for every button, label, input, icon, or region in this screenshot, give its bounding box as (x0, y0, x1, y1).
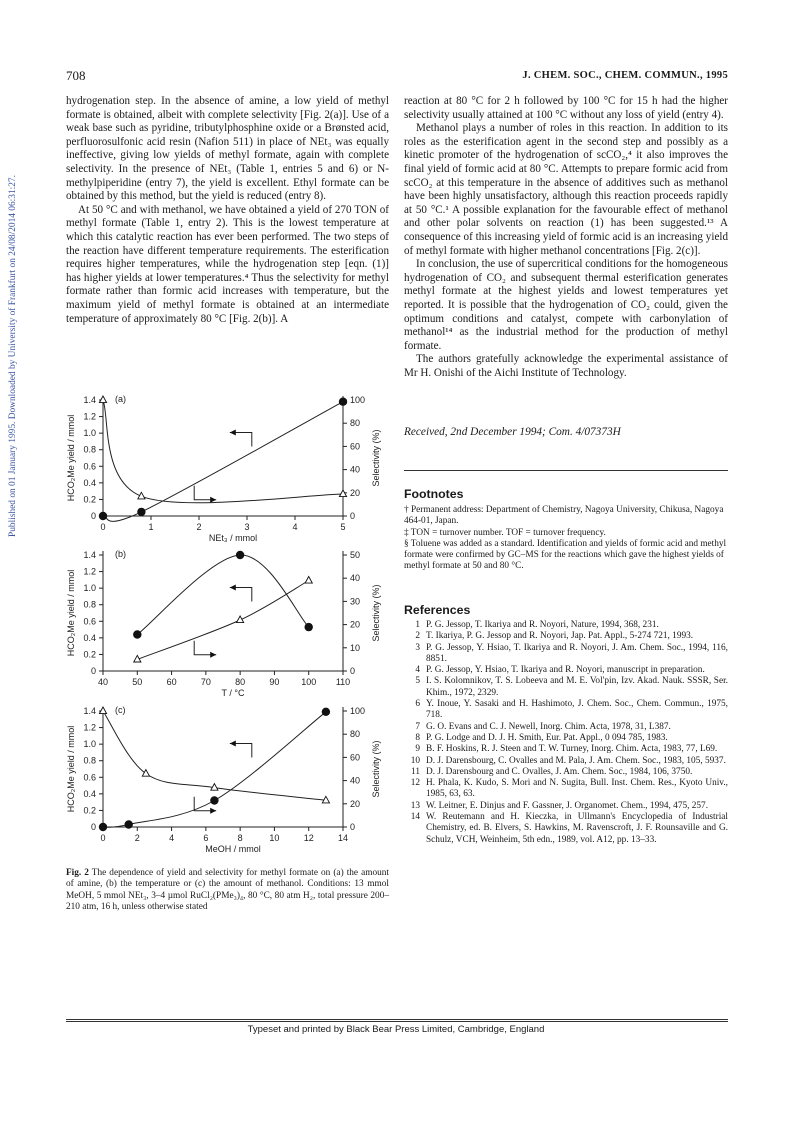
x-tick-label: 2 (196, 522, 202, 532)
y2-tick-label: 60 (350, 752, 361, 763)
y-axis-label: HCO₂Me yield / mmol (66, 569, 76, 657)
reference-number: 2 (415, 631, 420, 642)
arrow-head (210, 497, 216, 503)
reference-item (404, 722, 728, 733)
right-paragraph-3: In conclusion, the use of supercritical conditions for the homogeneous hydrogenation of CO₂ and subsequent thermal esterification generates methyl formate at the highest yields and lowest temperatures yet reported. It is possible that the hydrogenation of CO₂ could, given the optimum conditions and catalyst, compete with carbonylation of methanol¹⁴ as the industrial method for the production of methyl formate. (404, 258, 728, 352)
x-tick-label: 100 (301, 677, 317, 687)
x-tick-label: 12 (303, 833, 314, 843)
arrow-head (230, 429, 236, 435)
y-tick-label: 1.0 (83, 583, 96, 594)
reference-text: H. Phala, K. Kudo, S. Mori and N. Sugita, Bull. Inst. Chem. Res., Kyoto Univ., 1985, 63, 63. (426, 778, 728, 800)
reference-number: 1 (415, 620, 420, 630)
x-axis-label: NEt₃ / mmol (208, 533, 258, 543)
bottom-rule-2 (66, 1021, 728, 1022)
y2-tick-label: 0 (350, 822, 356, 832)
y-tick-label: 0.2 (83, 494, 96, 505)
reference-item (404, 676, 728, 699)
reference-item (404, 665, 728, 676)
y-tick-label: 0.4 (83, 788, 96, 799)
reference-item (404, 733, 728, 744)
reference-number: 14 (410, 812, 420, 823)
y2-tick-label: 60 (350, 441, 361, 452)
reference-number: 6 (415, 699, 420, 710)
y2-tick-label: 10 (350, 642, 361, 653)
reference-text: D. J. Darensbourg, C. Ovalles and M. Pala, J. Am. Chem. Soc., 1983, 105, 5937. (426, 755, 726, 766)
y2-tick-label: 100 (350, 706, 366, 716)
x-tick-label: 80 (235, 677, 246, 687)
footnote-item: ‡ TON = turnover number. TOF = turnover frequency. (404, 527, 606, 538)
panel-a (66, 394, 381, 543)
x-axis-label: T / °C (221, 688, 245, 698)
bottom-rule (66, 1019, 728, 1020)
right-axis-arrow (194, 486, 216, 500)
reference-text: T. Ikariya, P. G. Jessop and R. Noyori, Jap. Pat. Appl., 5-274 721, 1993. (426, 631, 694, 642)
arrow-head (230, 584, 236, 590)
y-tick-label: 1.0 (83, 428, 96, 439)
reference-number: 11 (411, 766, 420, 777)
y-tick-label: 1.0 (83, 739, 96, 750)
x-tick-label: 10 (269, 833, 280, 843)
y2-tick-label: 20 (350, 798, 361, 809)
y2-tick-label: 100 (350, 395, 366, 405)
x-tick-label: 14 (337, 833, 349, 843)
sidebar-text[interactable]: Published on 01 January 1995. Downloaded by University of Frankfurt on 24/08/2014 06:31:27. (8, 175, 18, 537)
y2-tick-label: 30 (350, 596, 361, 607)
reference-item (404, 778, 728, 801)
data-point (210, 796, 218, 804)
reference-text: B. F. Hoskins, R. J. Steen and T. W. Turney, Inorg. Chim. Acta, 1983, 77, L69. (426, 744, 718, 755)
x-tick-label: 0 (100, 833, 106, 843)
reference-number: 13 (410, 800, 420, 811)
panel-label: (c) (115, 705, 126, 715)
x-tick-label: 1 (148, 522, 154, 532)
x-tick-label: 4 (292, 522, 298, 532)
y2-axis-label: Selectivity (%) (371, 740, 381, 798)
data-point (99, 396, 106, 403)
y-tick-label: 1.4 (83, 550, 96, 560)
arrow-head (210, 808, 216, 814)
y-tick-label: 0.6 (83, 772, 96, 783)
references-heading: References (404, 603, 471, 617)
x-tick-label: 50 (132, 677, 143, 687)
y2-tick-label: 40 (350, 775, 361, 786)
right-paragraph-2: Methanol plays a number of roles in this reaction. In addition to its roles as the esterification agent in the second step and possibly as a kinetic promoter of the hydrogenation of scCO₂,⁴ it also improves the final yield of formic acid at 80 °C. Attempts to prepare formic acid from scCO₂ at this temperature in the absence of additives such as methanol have been highly unsatisfactory, although this reaction proceeds rapidly at 50 °C.¹ A possible explanation for the favourable effect of methanol and other polar solvents on reaction (1) has been suggested.¹³ A consequence of this increasing yield of formic acid is an increasing yield of methyl formate with higher methanol concentrations [Fig. 2(c)]. (404, 122, 728, 257)
caption-label: Fig. 2 (66, 868, 89, 878)
running-head: J. CHEM. SOC., CHEM. COMMUN., 1995 (522, 70, 728, 81)
y2-tick-label: 80 (350, 418, 361, 429)
data-point (305, 577, 312, 584)
panel-c (66, 705, 381, 854)
x-axis-label: MeOH / mmol (205, 844, 261, 854)
reference-number: 3 (415, 642, 420, 653)
reference-item (404, 620, 728, 631)
reference-text: P. G. Lodge and D. J. H. Smith, Eur. Pat. Appl., 0 094 785, 1983. (426, 732, 668, 743)
x-tick-label: 0 (100, 522, 106, 532)
x-tick-label: 5 (340, 522, 346, 532)
y-tick-label: 0.8 (83, 444, 96, 455)
y-tick-label: 1.2 (83, 411, 96, 422)
reference-text: I. S. Kolomnikov, T. S. Lobeeva and M. E. Vol'pin, Izv. Akad. Nauk. SSSR, Ser. Khim., 1972, 2329. (426, 676, 728, 698)
y-tick-label: 0.6 (83, 461, 96, 472)
reference-item (404, 631, 728, 642)
printer-footer: Typeset and printed by Black Bear Press Limited, Cambridge, England (247, 1024, 545, 1035)
y-tick-label: 1.2 (83, 722, 96, 733)
x-tick-label: 70 (200, 677, 211, 687)
x-tick-label: 110 (335, 677, 351, 687)
y-axis-label: HCO₂Me yield / mmol (66, 414, 76, 502)
reference-item (404, 699, 728, 722)
x-tick-label: 40 (97, 677, 109, 687)
y-tick-label: 0.4 (83, 477, 96, 488)
reference-number: 8 (415, 732, 420, 743)
arrow-head (230, 740, 236, 746)
y2-axis-label: Selectivity (%) (371, 429, 381, 487)
x-tick-label: 90 (269, 677, 280, 687)
y-tick-label: 1.4 (83, 706, 96, 716)
reference-item (404, 767, 728, 778)
left-axis-arrow (230, 743, 252, 757)
reference-number: 12 (410, 778, 420, 789)
y-tick-label: 0 (90, 666, 96, 676)
x-tick-label: 8 (237, 833, 243, 843)
reference-number: 10 (410, 755, 420, 766)
y2-tick-label: 80 (350, 729, 361, 740)
y-tick-label: 0.8 (83, 599, 96, 610)
right-paragraph-1: reaction at 80 °C for 2 h followed by 100 °C for 15 h had the higher selectivity usually attained at 100 °C without any loss of yield (entry 4). (404, 95, 728, 121)
panel-label: (b) (115, 549, 126, 559)
y-tick-label: 0 (90, 511, 96, 521)
data-point (133, 630, 141, 638)
reference-text: P. G. Jessop, Y. Hsiao, T. Ikariya and R. Noyori, manuscript in preparation. (426, 665, 705, 676)
data-point (322, 708, 330, 716)
y2-tick-label: 0 (350, 511, 356, 521)
reference-number: 5 (415, 676, 420, 687)
left-paragraph-2: At 50 °C and with methanol, we have obtained a yield of 270 TON of methyl formate (Table 1, entry 2). This is the lowest temperature at which this catalytic reaction has ever been performed. The two steps of the reaction have different temperature requirements. The esterification requires higher temperatures, while the hydrogenation step [eqn. (1)] has higher yields at lower temperatures.⁴ Thus the selectivity for methyl formate rather than formic acid increases with temperature, but the maximum yield of methyl formate is obtained at an intermediate temperature of approximately 80 °C [Fig. 2(b)]. A (66, 203, 389, 325)
reference-text: P. G. Jessop, T. Ikariya and R. Noyori, Nature, 1994, 368, 231. (426, 620, 659, 630)
panel-b (66, 549, 381, 698)
y-tick-label: 0.6 (83, 616, 96, 627)
reference-text: W. Reutemann and H. Kieczka, in Ullmann's Encyclopedia of Industrial Chemistry, ed. B. Elvers, S. Hawkins, M. Ravenscroft, J. F. Rounsaville and G. Schulz, VCH, Weinheim, 5th edn., 1989, vol. A12, pp. 13–33. (426, 812, 728, 845)
data-point (99, 512, 107, 520)
reference-item (404, 801, 728, 812)
data-point (236, 551, 244, 559)
reference-item (404, 744, 728, 755)
reference-item (404, 756, 728, 767)
data-point (305, 623, 313, 631)
x-tick-label: 60 (166, 677, 177, 687)
reference-text: Y. Inoue, Y. Sasaki and H. Hashimoto, J. Chem. Soc., Chem. Commun., 1975, 718. (426, 699, 728, 721)
footnote-item: † Permanent address: Department of Chemistry, Nagoya University, Chikusa, Nagoya 464-01, Japan. (404, 505, 724, 527)
footnotes-list (404, 505, 728, 573)
reference-text: W. Leitner, E. Dinjus and F. Gassner, J. Organomet. Chem., 1994, 475, 257. (426, 800, 709, 811)
left-axis-arrow (230, 587, 252, 601)
reference-number: 7 (415, 721, 420, 732)
reference-item (404, 812, 728, 846)
y-tick-label: 1.4 (83, 395, 96, 405)
x-tick-label: 2 (134, 833, 140, 843)
divider (404, 470, 728, 471)
right-axis-arrow (194, 641, 216, 655)
right-column (404, 95, 728, 380)
y2-tick-label: 20 (350, 487, 361, 498)
y2-axis-label: Selectivity (%) (371, 584, 381, 642)
series-line (103, 400, 343, 503)
y-tick-label: 0.2 (83, 805, 96, 816)
x-tick-label: 3 (244, 522, 250, 532)
left-paragraph-1: hydrogenation step. In the absence of amine, a low yield of methyl formate is obtained, albeit with complete selectivity [Fig. 2(a)]. Use of a weak base such as pyridine, tributylphosphine oxide or a Brønsted acid, perfluorosulfonic acid resin (Nafion 511) in place of NEt₃ was equally ineffective, giving low yields of methyl formate, again with complete selectivity. In the presence of NEt₃ (Table 1, entries 5 and 6) or N-methylpiperidine (entry 7), the yield is excellent. Ethyl formate can be obtained by this method, but the yield is reduced (entry 8). (66, 95, 389, 203)
x-tick-label: 4 (169, 833, 175, 843)
data-point (99, 823, 107, 831)
received-line: Received, 2nd December 1994; Com. 4/07373H (404, 426, 621, 438)
reference-item (404, 643, 728, 666)
right-paragraph-4: The authors gratefully acknowledge the experimental assistance of Mr H. Onishi of the Aichi Institute of Technology. (404, 353, 728, 379)
y2-tick-label: 20 (350, 619, 361, 630)
reference-text: D. J. Darensbourg and C. Ovalles, J. Am. Chem. Soc., 1984, 106, 3750. (426, 766, 693, 777)
y-axis-label: HCO₂Me yield / mmol (66, 725, 76, 813)
data-point (142, 770, 149, 777)
left-column (66, 95, 389, 326)
figure-2 (60, 388, 400, 866)
footnote-item: § Toluene was added as a standard. Identification and yields of formic acid and methyl formate were confirmed by GC–MS for the reactions which gave the highest yields of methyl formate at 50 and 80 °C. (404, 538, 727, 572)
y-tick-label: 0 (90, 822, 96, 832)
y-tick-label: 0.2 (83, 649, 96, 660)
y-tick-label: 1.2 (83, 566, 96, 577)
y-tick-label: 0.8 (83, 755, 96, 766)
series-line (137, 581, 308, 660)
caption-text: The dependence of yield and selectivity for methyl formate on (a) the amount of amine, (b) the temperature or (c) the amount of methanol. Conditions: 13 mmol MeOH, 5 mmol NEt₃, 3–4 µmol RuCl₂(PMe₃)₄, 80 °C, 80 atm H₂, total pressure 200–210 atm, 16 h, unless otherwise stated (66, 868, 389, 912)
series-line (137, 555, 308, 635)
data-point (99, 707, 106, 714)
y2-tick-label: 40 (350, 573, 361, 584)
left-axis-arrow (230, 432, 252, 446)
page-number: 708 (66, 68, 86, 83)
reference-text: P. G. Jessop, Y. Hsiao, T. Ikariya and R. Noyori, J. Am. Chem. Soc., 1994, 116, 8851. (426, 642, 728, 664)
panel-label: (a) (115, 394, 126, 404)
data-point (339, 398, 347, 406)
arrow-head (210, 652, 216, 658)
reference-number: 4 (415, 665, 420, 676)
series-line (103, 402, 343, 522)
reference-text: G. O. Evans and C. J. Newell, Inorg. Chim. Acta, 1978, 31, L387. (426, 721, 671, 732)
figure-caption (66, 868, 389, 913)
y-tick-label: 0.4 (83, 632, 96, 643)
y2-tick-label: 40 (350, 464, 361, 475)
y2-tick-label: 0 (350, 666, 356, 676)
download-sidebar (0, 66, 22, 646)
footnotes-heading: Footnotes (404, 487, 464, 501)
x-tick-label: 6 (203, 833, 209, 843)
data-point (125, 820, 133, 828)
y2-tick-label: 50 (350, 550, 361, 560)
reference-number: 9 (415, 744, 420, 755)
references-list (404, 620, 728, 846)
data-point (137, 508, 145, 516)
